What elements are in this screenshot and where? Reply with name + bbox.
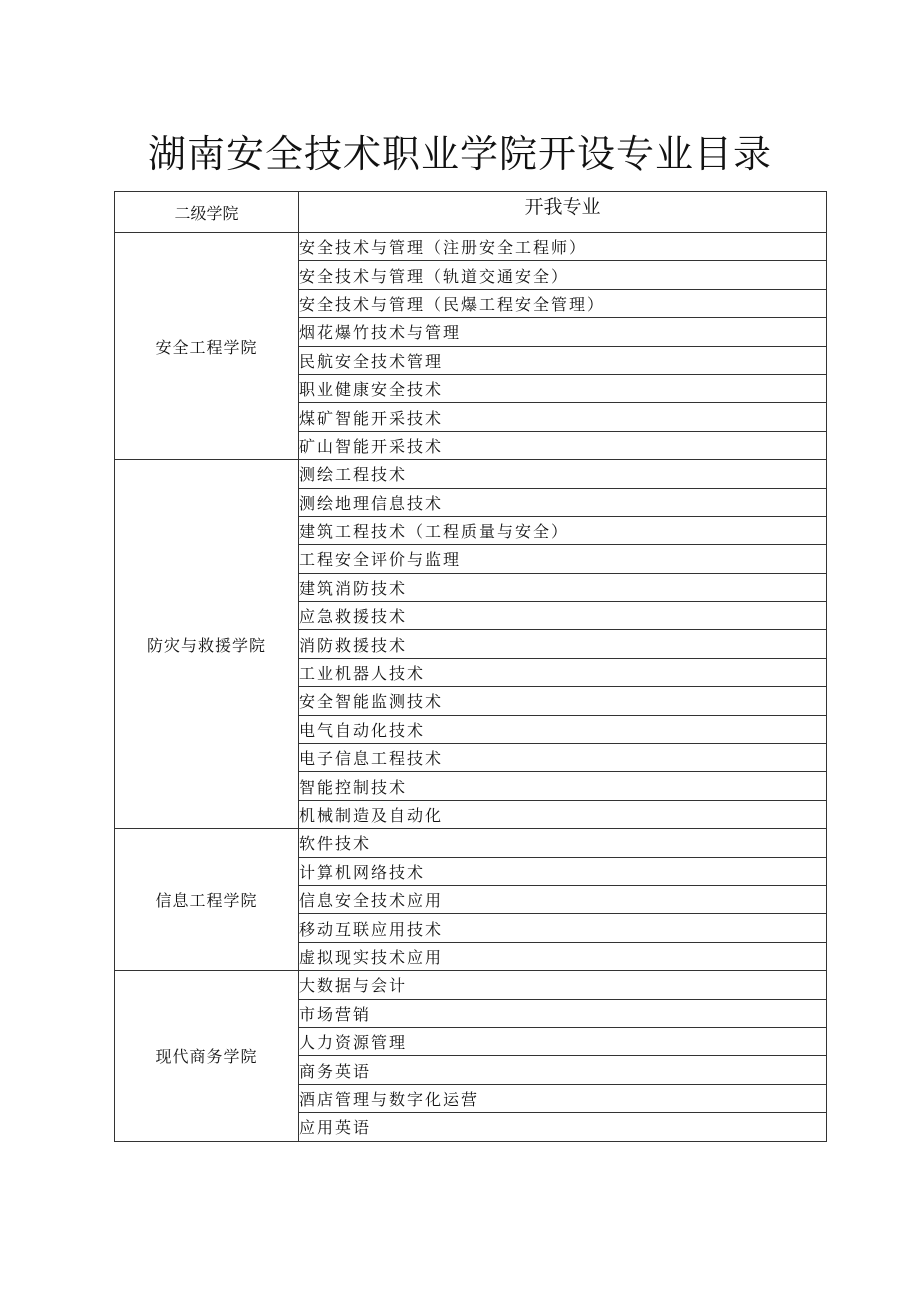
major-name: 安全技术与管理（轨道交通安全） bbox=[299, 261, 827, 289]
major-name: 商务英语 bbox=[299, 1056, 827, 1084]
major-name: 电子信息工程技术 bbox=[299, 744, 827, 772]
major-name: 消防救援技术 bbox=[299, 630, 827, 658]
major-name: 酒店管理与数字化运营 bbox=[299, 1084, 827, 1112]
major-name: 大数据与会计 bbox=[299, 971, 827, 999]
major-name: 职业健康安全技术 bbox=[299, 374, 827, 402]
table-row bbox=[115, 460, 827, 488]
major-catalog-table bbox=[114, 191, 827, 1142]
major-name: 市场营销 bbox=[299, 999, 827, 1027]
college-name: 防灾与救援学院 bbox=[115, 460, 299, 829]
header-majors: 开我专业 bbox=[299, 192, 827, 233]
page-title: 湖南安全技术职业学院开设专业目录 bbox=[147, 132, 772, 176]
major-name: 烟花爆竹技术与管理 bbox=[299, 318, 827, 346]
major-name: 计算机网络技术 bbox=[299, 857, 827, 885]
major-name: 软件技术 bbox=[299, 829, 827, 857]
header-college: 二级学院 bbox=[115, 192, 299, 233]
major-name: 建筑消防技术 bbox=[299, 573, 827, 601]
major-name: 工程安全评价与监理 bbox=[299, 545, 827, 573]
major-name: 人力资源管理 bbox=[299, 1027, 827, 1055]
table-row bbox=[115, 971, 827, 999]
major-name: 工业机器人技术 bbox=[299, 658, 827, 686]
college-name: 安全工程学院 bbox=[115, 233, 299, 460]
table-row bbox=[115, 829, 827, 857]
major-name: 建筑工程技术（工程质量与安全） bbox=[299, 516, 827, 544]
major-name: 应用英语 bbox=[299, 1113, 827, 1141]
major-name: 民航安全技术管理 bbox=[299, 346, 827, 374]
major-name: 虚拟现实技术应用 bbox=[299, 942, 827, 970]
major-name: 信息安全技术应用 bbox=[299, 885, 827, 913]
college-name: 现代商务学院 bbox=[115, 971, 299, 1141]
major-name: 矿山智能开采技术 bbox=[299, 431, 827, 459]
major-name: 安全技术与管理（民爆工程安全管理） bbox=[299, 289, 827, 317]
major-name: 安全技术与管理（注册安全工程师） bbox=[299, 233, 827, 261]
table-row bbox=[115, 233, 827, 261]
major-name: 智能控制技术 bbox=[299, 772, 827, 800]
major-name: 电气自动化技术 bbox=[299, 715, 827, 743]
major-name: 应急救援技术 bbox=[299, 602, 827, 630]
table-header-row bbox=[115, 192, 827, 233]
college-name: 信息工程学院 bbox=[115, 829, 299, 971]
major-name: 机械制造及自动化 bbox=[299, 800, 827, 828]
major-name: 测绘地理信息技术 bbox=[299, 488, 827, 516]
major-name: 煤矿智能开采技术 bbox=[299, 403, 827, 431]
major-name: 安全智能监测技术 bbox=[299, 687, 827, 715]
major-name: 移动互联应用技术 bbox=[299, 914, 827, 942]
major-name: 测绘工程技术 bbox=[299, 460, 827, 488]
